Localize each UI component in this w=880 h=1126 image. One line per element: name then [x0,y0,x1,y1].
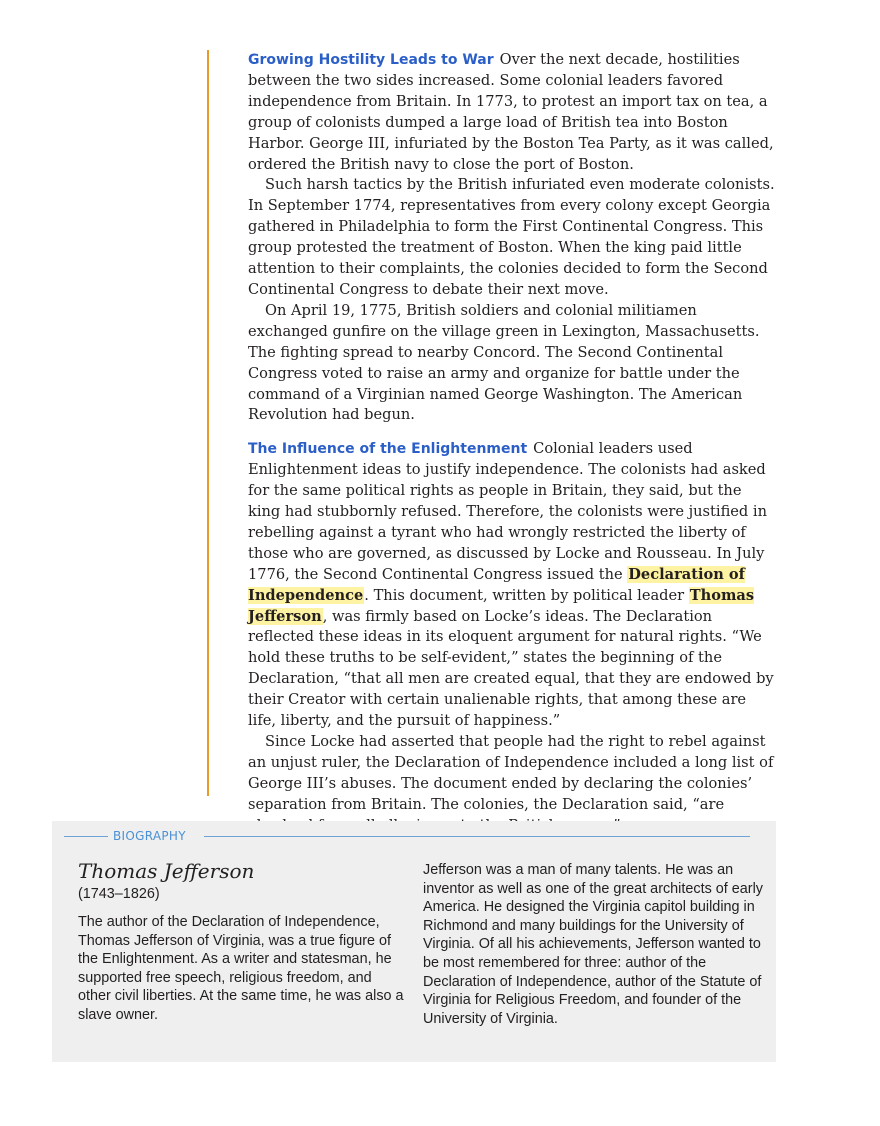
main-text-column [248,50,778,837]
biography-dates: (1743–1826) [78,886,160,902]
biography-name: Thomas Jefferson [78,859,255,883]
biography-rule-left [64,836,108,837]
biography-box [52,821,776,1062]
biography-rule-right [204,836,750,837]
paragraph-enlightenment-2: Since Locke had asserted that people had the right to rebel against an unjust ruler, the Declaration of Independence included a long list of George III’s abuses. The document ended by declaring the colonies’ separation from Britain. The colonies, the Declaration said, “are [248,733,774,813]
paragraph-text: . This document, written by political leader [364,586,689,604]
paragraph-text: Over the next decade, hostilities between the two sides increased. Some colonial leaders favored independence from Britain. In 1773, to protest an import tax on tea, a group of colonists dumped a large load of British tea into Boston Harbor. George III, infuriated by the Boston Tea Party, as it was called, ordered the British navy to close the port of Boston. [248,51,774,173]
heading-growing-hostility: Growing Hostility Leads to War [248,52,494,68]
paragraph-hostility-2: Such harsh tactics by the British infuriated even moderate colonists. In September 1774, representatives from every colony except Georgia gathered in Philadelphia to form the First Continental Congress. This group protested the treatment of Boston. When the king paid little attention to their complaints, the colonies decided to form the Second Continental Congress to debate their next move. [248,176,775,298]
paragraph-hostility-3: On April 19, 1775, British soldiers and colonial militiamen exchanged gunfire on the village green in Lexington, Massachusetts. The fighting spread to nearby Concord. The Second Continental Congress voted to raise an army and organize for battle under the command of a Virginian named George Washington. The American Revolution had begun. [248,301,760,424]
paragraph-hostility-1 [248,50,778,175]
paragraph-text: , was firmly based on Locke’s ideas. The Declaration reflected these ideas in its eloquent argument for natural rights. “We hold these truths to be self-evident,” states the beginning of the Declaration, “that all men are created equal, that they are endowed by their Creator with certain unalienable rights, that among these are life, liberty, and the pursuit of happiness.” [248,607,774,730]
margin-accent-line [207,50,209,796]
highlighted-term-declaration: Declaration of Independence [248,565,745,604]
paragraph-enlightenment-1 [248,439,778,732]
paragraph-text: Colonial leaders used Enlightenment ideas to justify independence. The colonists had asked for the same political rights as people in Britain, they said, but the king had stubbornly refused. Therefore, the colonists were justified in rebelling against a tyrant who had wrongly restricted the liberty of those who are governed, as discussed by Locke and Rousseau. In July 1776, the Second Continental Congress issued the [248,440,767,583]
biography-left-column [78,859,408,1025]
biography-right-column [423,861,763,1028]
highlighted-term-jefferson: Thomas Jefferson [248,586,755,625]
heading-influence-enlightenment: The Influence of the Enlightenment [248,441,528,458]
biography-left-text: The author of the Declaration of Independence, Thomas Jefferson of Virginia, was a true figure of the Enlightenment. As a writer and statesman, he supported free speech, religious freedom, and other civil liberties. At the same time, he was also a slave owner. [78,914,404,1023]
biography-right-text: Jefferson was a man of many talents. He was an inventor as well as one of the great architects of early America. He designed the Virginia capitol building in Richmond and many buildings for the University of Virginia. Of all his achievements, Jefferson wanted to be most remembered for three: author of the Declaration of Independence, author of the Statute of Virginia for Religious Freedom, and founder of the University of Virginia. [423,862,763,1027]
biography-label-row [64,829,750,843]
biography-label: BIOGRAPHY [113,829,186,843]
